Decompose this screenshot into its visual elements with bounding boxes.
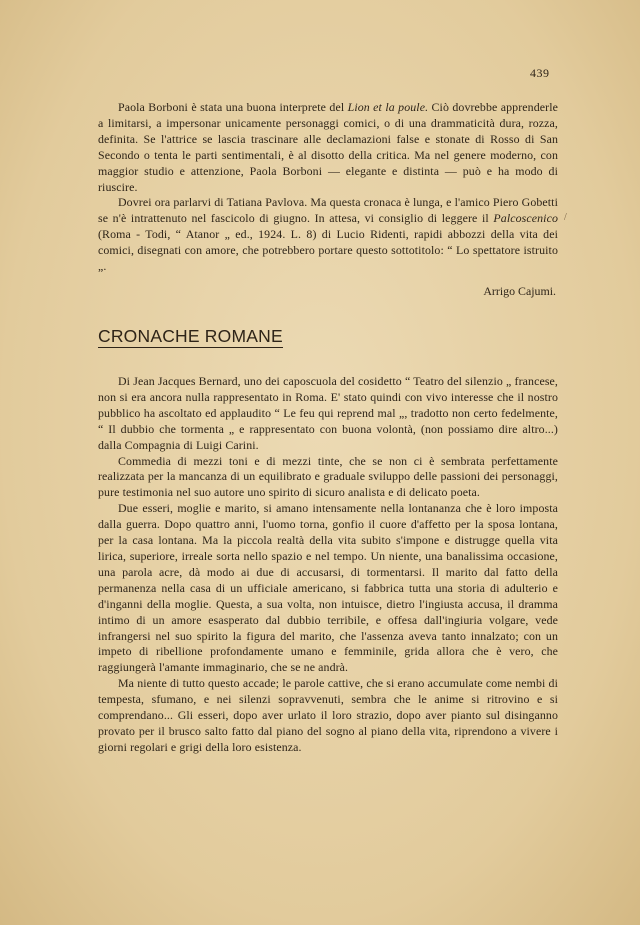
author-signature: Arrigo Cajumi. bbox=[483, 283, 556, 298]
review-paragraph-2 bbox=[98, 195, 558, 275]
cronache-paragraph-4: Ma niente di tutto questo accade; le parole cattive, che si erano accumulate come nembi di tempesta, sfumano, e nei silenzi sopravvenuti, sembra che le anime si ritrovino e si comprendano... Gli esseri, dopo aver urlato il loro strazio, dopo aver pianto sul disinganno provato per il brusco salto fatto dal piano del sogno al piano della vita, riprendono a vivere i giorni regolari e grigi della loro esistenza. bbox=[98, 676, 558, 754]
text-run: (Roma - Todi, “ Atanor „ ed., 1924. L. 8) di Lucio Ridenti, rapidi abbozzi della vita dei comici, disegnati con amore, che potrebbero portare questo sottotitolo: “ Lo spettatore istruito „. bbox=[98, 227, 558, 274]
page-number: 439 bbox=[530, 66, 550, 80]
cronache-paragraph-3: Due esseri, moglie e marito, si amano intensamente nella lontananza che è loro imposta dalla guerra. Dopo quattro anni, l'uomo torna, gonfio il cuore d'affetto per la sposa lontana, per la casa lontana. Ma la piccola realtà della vita subito s'impone e distrugge quella vita lirica, superiore, irreale sorta nello spazio e nel tempo. Un niente, una banalissima occasione, una parola acre, dà modo ai due di accusarsi, di tormentarsi. Il marito dal fatto della permanenza nella casa di un ufficiale americano, si fabbrica tutta una storia di adulterio e d'inganni della moglie. Questa, a sua volta, non intuisce, dietro l'ingiusta accusa, il dramma intimo di un amore esasperato dal dubbio terribile, e offesa dall'ingiuria volgare, vede infrangersi nel suo spirito la figura del marito, che l'assenza aveva tanto innalzato; con un impeto di ribellione profondamente umano e femminile, grida allora che è vero, che raggiungerà l'amante immaginario, che se ne andrà. bbox=[98, 501, 558, 675]
book-title: Palcoscenico bbox=[493, 211, 558, 226]
section-heading: CRONACHE ROMANE bbox=[98, 326, 283, 346]
text-run: Ciò dovrebbe apprenderle a limitarsi, a impersonar unicamente personaggi comici, o di una drammaticità dura, rozza, definita. Se l'attrice se lascia trascinare alle declamazioni false e stonate di Rosso di San Secondo o tenta le parti sentimentali, è al disotto della critica. Ma nel genere moderno, con maggior studio e attenzione, Paola Borboni — elegante e distinta — può e ha modo di riuscire. bbox=[98, 100, 558, 194]
cronache-section bbox=[98, 374, 558, 756]
text-run: Paola Borboni è stata una buona interprete del bbox=[118, 100, 348, 114]
margin-mark: / bbox=[564, 212, 567, 223]
play-title: Lion et la poule. bbox=[347, 100, 429, 114]
review-section bbox=[98, 100, 558, 299]
cronache-paragraph-1: Di Jean Jacques Bernard, uno dei caposcuola del cosidetto “ Teatro del silenzio „ francese, non si era ancora nulla rappresentato in Roma. E' stato quindi con vivo interesse che il nostro pubblico ha ascoltato ed applaudito “ Le feu qui reprend mal „, tradotto non certo fedelmente, “ Il dubbio che tormenta „ e rappresentato con buona volontà, (non possiamo dire altro...) dalla Compagnia di Luigi Carini. bbox=[98, 374, 558, 452]
text-run: Dovrei ora parlarvi di Tatiana Pavlova. Ma questa cronaca è lunga, e l'amico Piero Gobetti se n'è intrattenuto nel fascicolo di giugno. In attesa, vi consiglio di leggere il bbox=[98, 195, 558, 226]
cronache-paragraph-2: Commedia di mezzi toni e di mezzi tinte, che se non ci è sembrata perfettamente realizzata per la mancanza di un equilibrato e graduale sviluppo delle passioni dei personaggi, pure testimonia nel suo autore uno spirito di sicuro analista e di delicato poeta. bbox=[98, 453, 558, 500]
review-paragraph-1 bbox=[98, 100, 558, 195]
